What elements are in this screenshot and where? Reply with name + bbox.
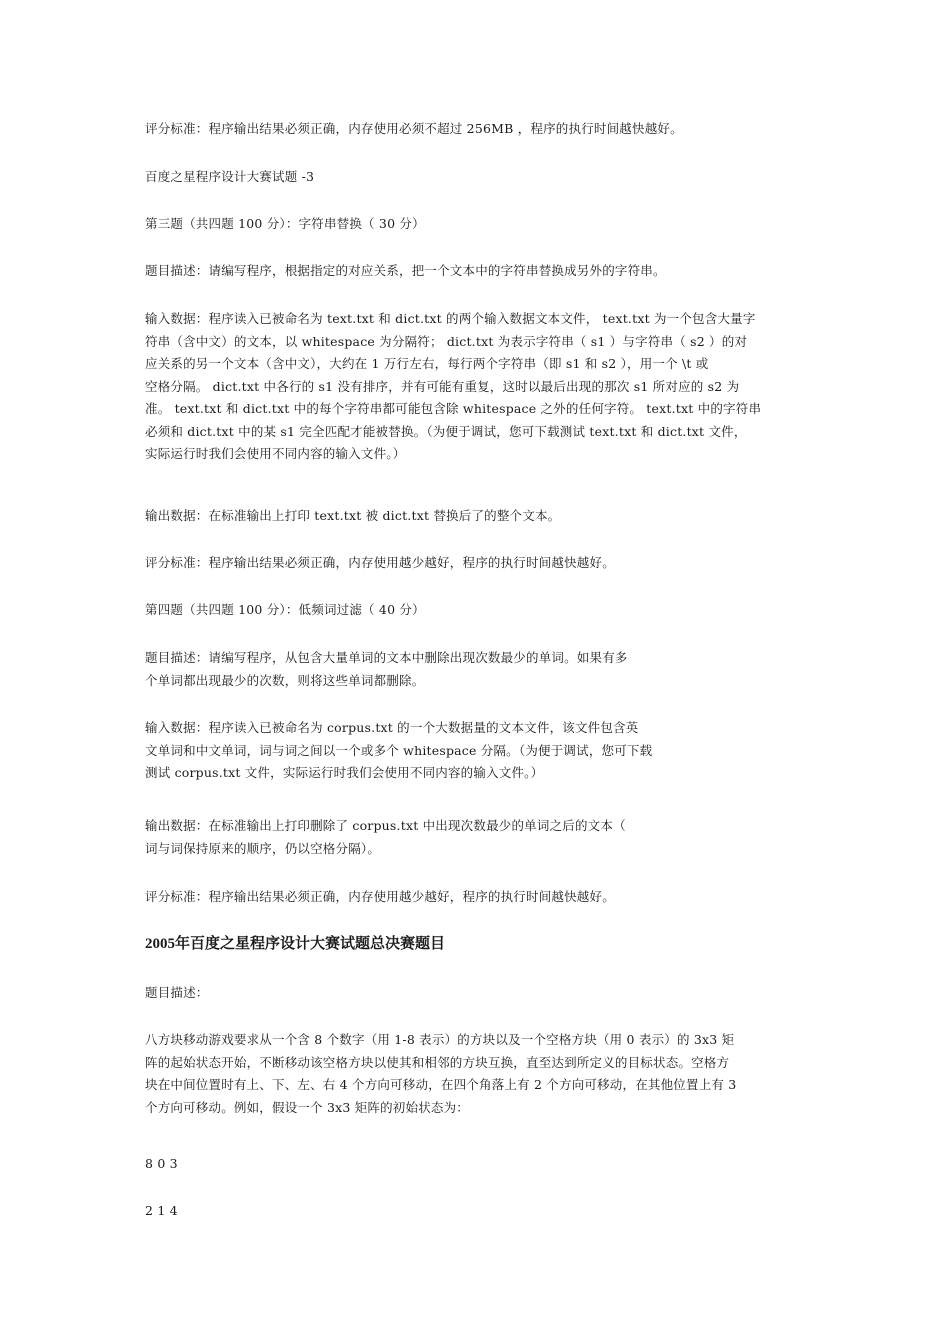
q4-output-data xyxy=(145,815,626,860)
text-line: 块在中间位置时有上、下、左、右 4 个方向可移动，在四个角落上有 2 个方向可移动，在其他位置上有 3 xyxy=(145,1077,737,1092)
q3-description: 题目描述：请编写程序，根据指定的对应关系，把一个文本中的字符串替换成另外的字符串。 xyxy=(145,263,666,278)
eight-puzzle-description xyxy=(145,1029,736,1119)
section-title-3: 百度之星程序设计大赛试题 -3 xyxy=(145,169,315,184)
text-line: 个方向可移动。例如，假设一个 3x3 矩阵的初始状态为： xyxy=(145,1099,470,1115)
text-line: 必须和 dict.txt 中的某 s1 完全匹配才能被替换。（为便于调试，您可下载测试 text.txt 和 dict.txt 文件， xyxy=(145,423,747,439)
text-line: 测试 corpus.txt 文件，实际运行时我们会使用不同内容的输入文件。） xyxy=(145,765,544,780)
text-line: 准。 text.txt 和 dict.txt 中的每个字符串都可能包含除 whitespace 之外的任何字符。 text.txt 中的字符串 xyxy=(145,401,762,416)
text-line: 实际运行时我们会使用不同内容的输入文件。） xyxy=(145,446,406,461)
text-line: 输入数据：程序读入已被命名为 text.txt 和 dict.txt 的两个输入数据文本文件， text.txt 为一个包含大量字 xyxy=(145,311,756,326)
q3-input-data xyxy=(145,308,761,466)
text-line: 词与词保持原来的顺序，仍以空格分隔）。 xyxy=(145,840,381,856)
q3-title: 第三题（共四题 100 分）：字符串替换（ 30 分） xyxy=(145,216,425,231)
text-line: 空格分隔。 dict.txt 中各行的 s1 没有排序，并有可能有重复，这时以最后出现的那次 s1 所对应的 s2 为 xyxy=(145,378,740,394)
matrix-row-2: 2 1 4 xyxy=(145,1203,178,1218)
text-line: 文单词和中文单词，词与词之间以一个或多个 whitespace 分隔。（为便于调试，您可下载 xyxy=(145,742,653,758)
section-heading-2005-final xyxy=(145,931,445,956)
heading-year: 2005 xyxy=(145,936,175,952)
matrix-row-1: 8 0 3 xyxy=(145,1156,178,1171)
q4-description xyxy=(145,647,628,692)
q4-title: 第四题（共四题 100 分）：低频词过滤（ 40 分） xyxy=(145,602,425,617)
text-line: 个单词都出现最少的次数，则将这些单词都删除。 xyxy=(145,672,425,688)
text-line: 应关系的另一个文本（含中文），大约在 1 万行左右，每行两个字符串（即 s1 和 s2 ），用一个 \t 或 xyxy=(145,356,709,371)
text-line: 题目描述：请编写程序，从包含大量单词的文本中删除出现次数最少的单词。如果有多 xyxy=(145,650,628,665)
q2-scoring-criteria: 评分标准：程序输出结果必须正确，内存使用必须不超过 256MB ，程序的执行时间越快越好。 xyxy=(145,121,683,136)
text-line: 符串（含中文）的文本，以 whitespace 为分隔符； dict.txt 为表示字符串（ s1 ）与字符串（ s2 ）的对 xyxy=(145,333,748,349)
text-line: 八方块移动游戏要求从一个含 8 个数字（用 1-8 表示）的方块以及一个空格方块（用 0 表示）的 3x3 矩 xyxy=(145,1032,735,1047)
q3-scoring-criteria: 评分标准：程序输出结果必须正确，内存使用越少越好，程序的执行时间越快越好。 xyxy=(145,555,615,570)
q4-scoring-criteria: 评分标准：程序输出结果必须正确，内存使用越少越好，程序的执行时间越快越好。 xyxy=(145,889,615,904)
text-line: 输出数据：在标准输出上打印删除了 corpus.txt 中出现次数最少的单词之后的文本（ xyxy=(145,818,626,833)
text-line: 阵的起始状态开始，不断移动该空格方块以使其和相邻的方块互换，直至达到所定义的目标状态。空格方 xyxy=(145,1054,730,1070)
heading-text: 年百度之星程序设计大赛试题总决赛题目 xyxy=(175,934,446,952)
text-line: 输入数据：程序读入已被命名为 corpus.txt 的一个大数据量的文本文件，该文件包含英 xyxy=(145,720,639,735)
q3-output-data: 输出数据：在标准输出上打印 text.txt 被 dict.txt 替换后了的整个文本。 xyxy=(145,508,561,523)
final-description-label: 题目描述： xyxy=(145,985,209,1000)
q4-input-data xyxy=(145,717,652,785)
